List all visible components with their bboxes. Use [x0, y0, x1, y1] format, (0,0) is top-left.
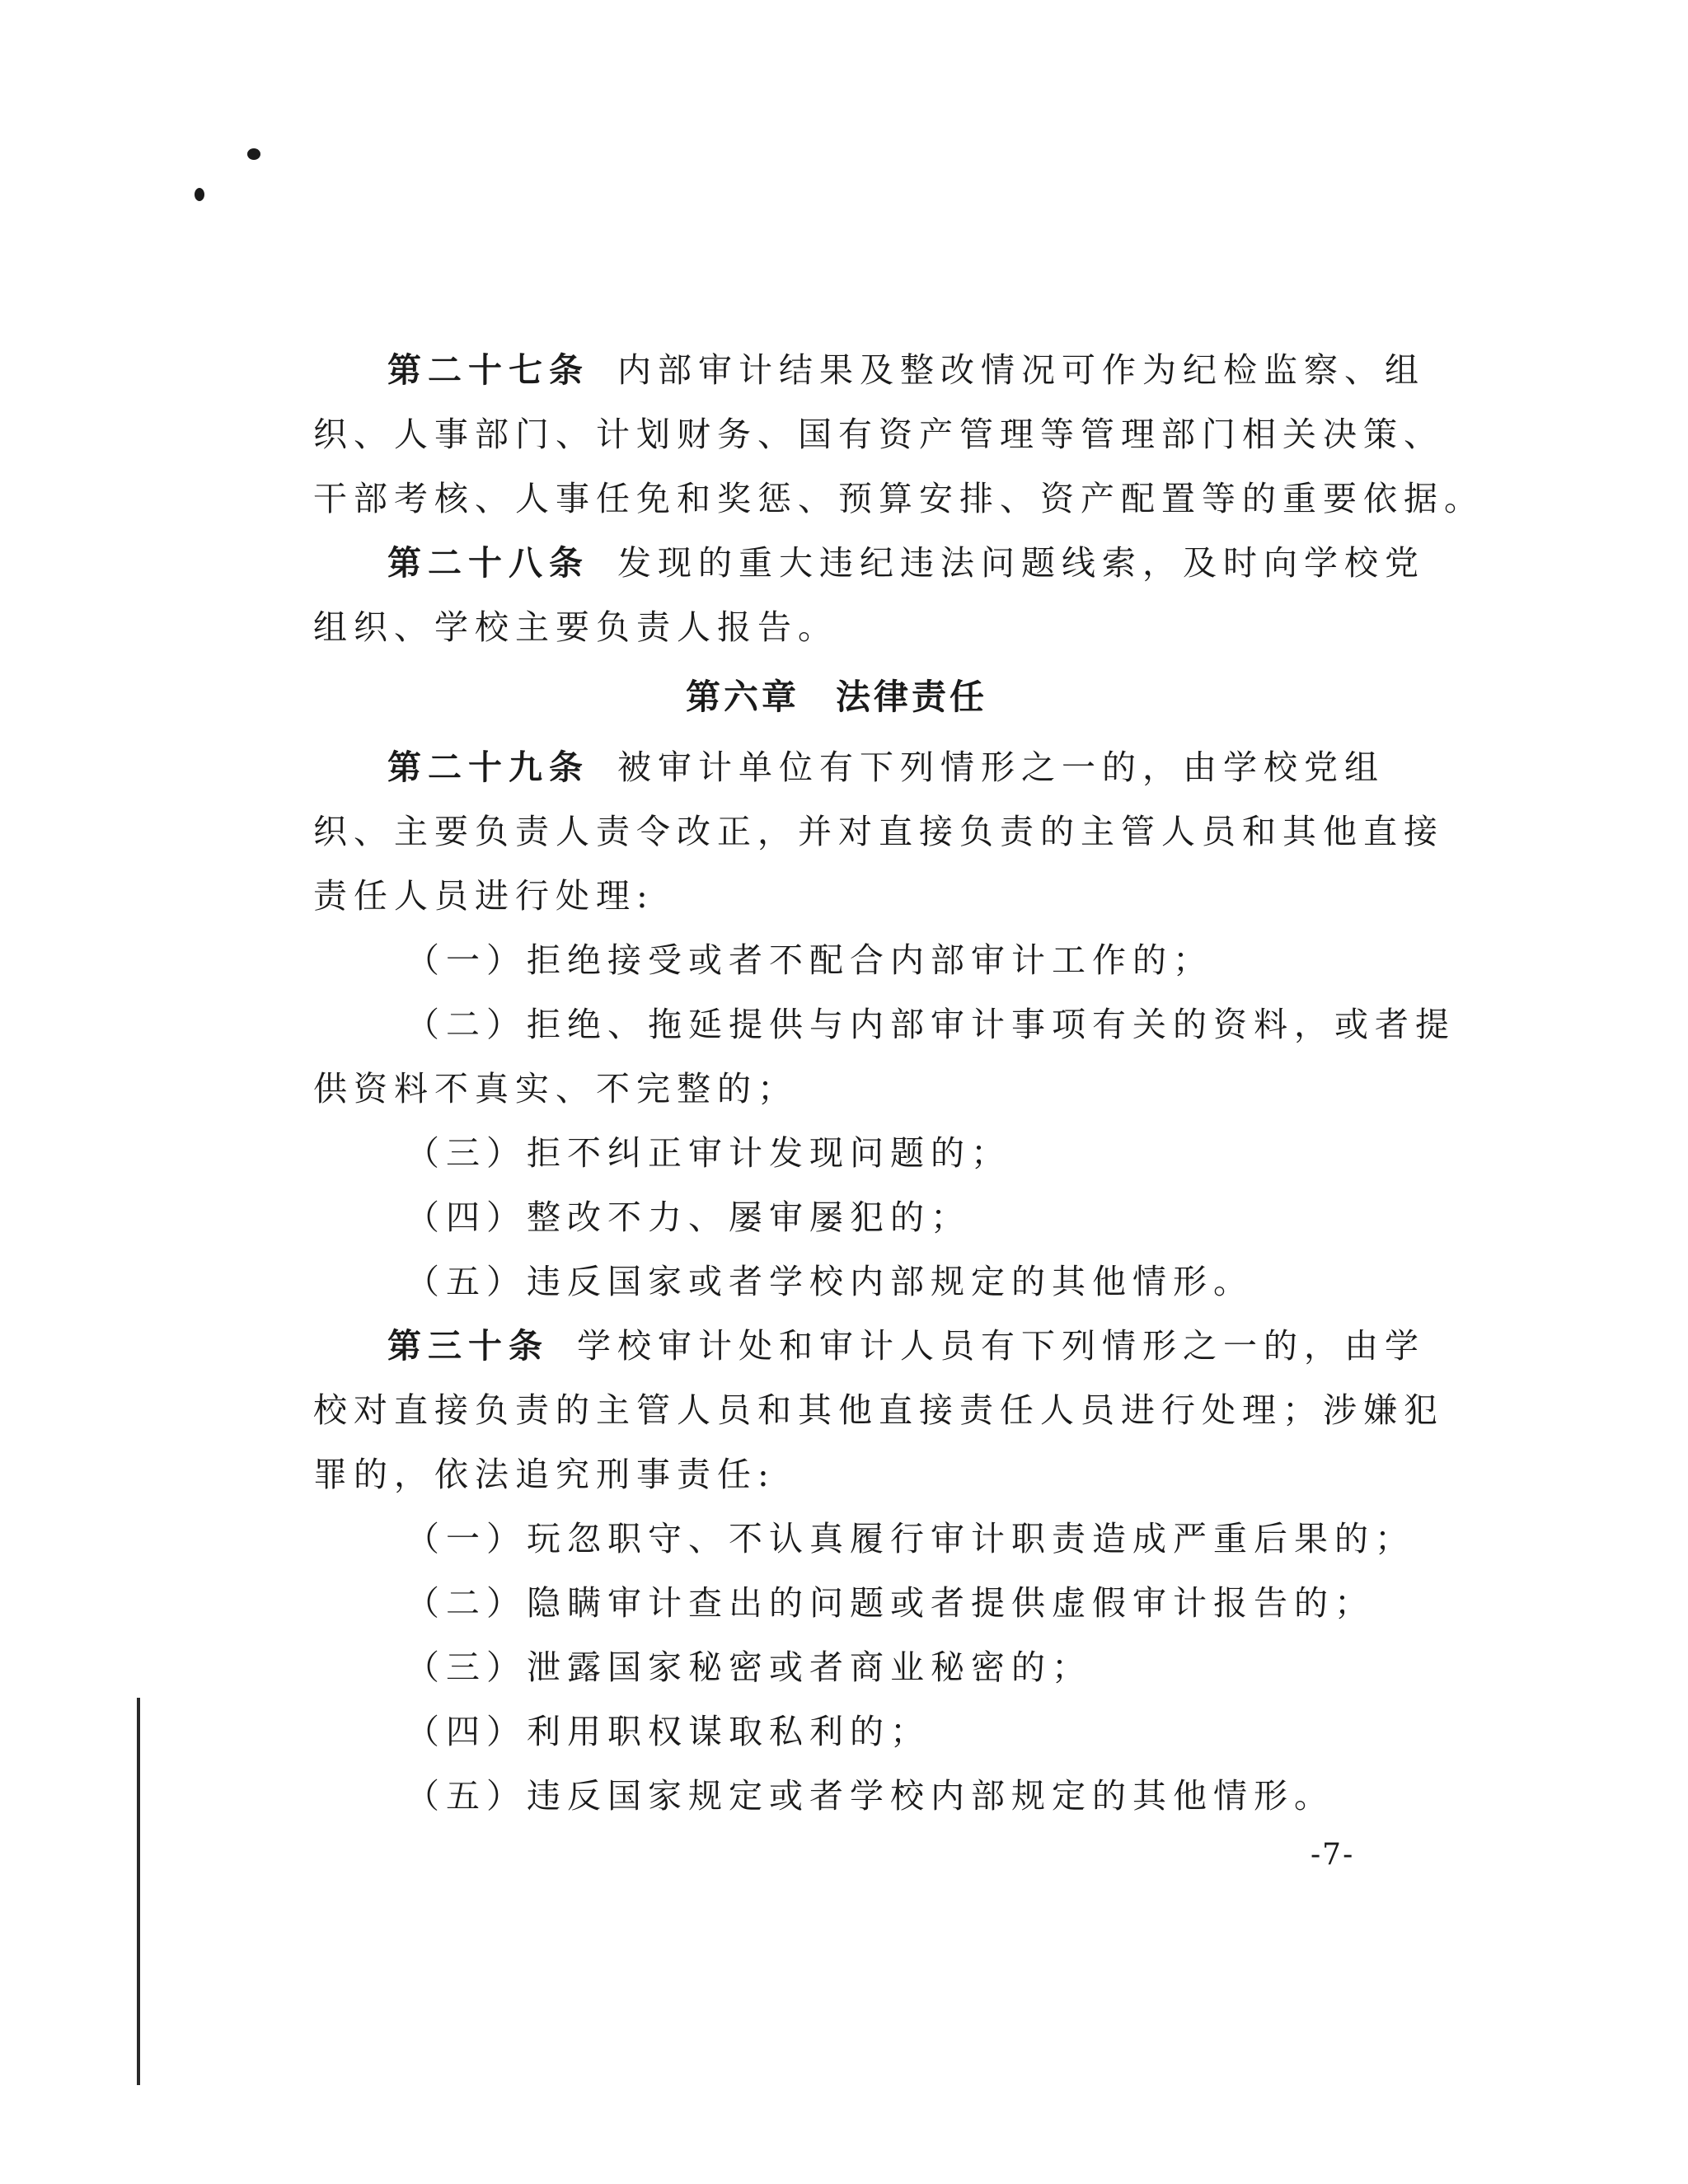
article-28-line-2: 组织、学校主要负责人报告。 [313, 607, 838, 647]
page-number: -7- [1311, 1838, 1355, 1872]
article-30-line-2: 校对直接负责的主管人员和其他直接责任人员进行处理；涉嫌犯 [313, 1390, 1444, 1430]
scan-speck [247, 148, 260, 160]
scan-speck [195, 188, 204, 201]
scan-edge-line [137, 1698, 140, 2085]
article-29-number: 第二十九条 [387, 748, 589, 787]
article-27-line-2: 织、人事部门、计划财务、国有资产管理等管理部门相关决策、 [313, 415, 1444, 454]
article-30-item-1: （一）玩忽职守、不认真履行审计职责造成严重后果的； [406, 1519, 1415, 1558]
chapter-title: 法律责任 [836, 677, 988, 717]
article-29-item-1: （一）拒绝接受或者不配合内部审计工作的； [406, 940, 1213, 980]
chapter-number: 第六章 [685, 677, 799, 717]
article-30-item-3: （三）泄露国家秘密或者商业秘密的； [406, 1647, 1092, 1687]
document-body [313, 338, 1484, 1828]
article-30-line-1: 第三十条 学校审计处和审计人员有下列情形之一的，由学 [387, 1326, 1425, 1366]
article-27-line-1: 第二十七条 内部审计结果及整改情况可作为纪检监察、组 [387, 350, 1425, 390]
article-28-line-1: 第二十八条 发现的重大违纪违法问题线索，及时向学校党 [387, 543, 1425, 583]
article-29-item-5: （五）违反国家或者学校内部规定的其他情形。 [406, 1262, 1254, 1301]
article-29-line-2: 织、主要负责人责令改正，并对直接负责的主管人员和其他直接 [313, 812, 1444, 851]
chapter-heading [313, 659, 1360, 735]
article-29-line-1: 第二十九条 被审计单位有下列情形之一的，由学校党组 [387, 748, 1385, 787]
article-30-item-4: （四）利用职权谋取私利的； [406, 1712, 931, 1751]
article-29-item-4: （四）整改不力、屡审屡犯的； [406, 1197, 971, 1237]
article-27-line-3: 干部考核、人事任免和奖惩、预算安排、资产配置等的重要依据。 [313, 479, 1484, 518]
article-29-item-2-continued: 供资料不真实、不完整的； [313, 1069, 798, 1108]
article-29-item-3: （三）拒不纠正审计发现问题的； [406, 1133, 1011, 1173]
article-30-item-5: （五）违反国家规定或者学校内部规定的其他情形。 [406, 1776, 1334, 1816]
article-28-number: 第二十八条 [387, 543, 589, 583]
article-27-number: 第二十七条 [387, 350, 589, 390]
article-29-item-2: （二）拒绝、拖延提供与内部审计事项有关的资料，或者提 [406, 1005, 1456, 1044]
article-30-line-3: 罪的，依法追究刑事责任: [313, 1455, 776, 1494]
article-30-number: 第三十条 [387, 1326, 549, 1366]
article-29-line-3: 责任人员进行处理: [313, 876, 654, 916]
article-30-item-2: （二）隐瞒审计查出的问题或者提供虚假审计报告的； [406, 1583, 1375, 1623]
